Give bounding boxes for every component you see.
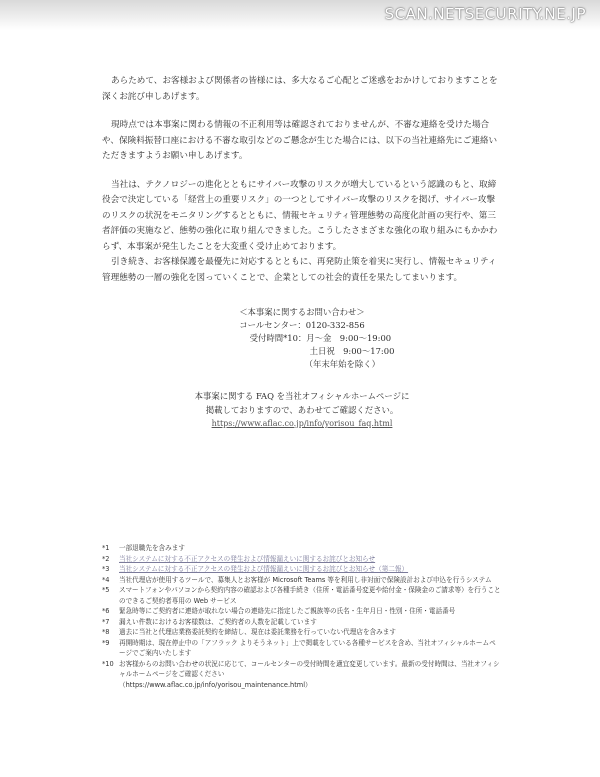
hours-weekend: 土日祝 9:00～17:00 [309,346,395,356]
faq-line-2: 掲載しておりますので、あわせてご確認ください。 [205,405,399,415]
footnote-link[interactable]: 当社システムに対する不正アクセスの発生および情報漏えいに関するお詫びとお知らせ（第二報） [119,565,409,573]
faq-url-link[interactable]: https://www.aflac.co.jp/info/yorisou_faq.html [211,419,393,428]
faq-line-1: 本事案に関する FAQ を当社オフィシャルホームページに [194,391,410,401]
commitment-paragraph: 引き続き、お客様保護を最優先に対応するとともに、再発防止策を着実に実行し、情報セキュリティ管理態勢の一層の強化を図っていくことで、企業としての社会的責任を果たしてまいります。 [102,257,497,283]
reception-hours [250,332,395,371]
hours-note: （年末年始を除く） [304,359,380,369]
footnote-item: *10 お客様からのお問い合わせの状況に応じて、コールセンターの受付時間を適宜変更しています。最新の受付時間は、当社オフィシャルホームページをご確認ください [102,659,500,678]
footnotes [102,543,502,690]
hours-weekday: 受付時間*10：月～金 9:00～19:00 [249,333,392,343]
footnote-link[interactable]: 当社システムに対する不正アクセスの発生および情報漏えいに関するお詫びとお知らせ [119,554,376,563]
footnote-item: *5 スマートフォンやパソコンから契約内容の確認および各種手続き（住所・電話番号変更や給付金・保険金のご請求等）を行うことのできるご契約者専用の Web サービス [102,586,501,605]
footnote-item [102,680,502,691]
faq-block [102,389,502,431]
footnote-item: *8 過去に当社と代理店業務委託契約を締結し、現在は委託業務を行っていない代理店を含みます [102,628,396,636]
contact-guidance-paragraph: 現時点では本事案に関わる情報の不正利用等は確認されておりませんが、不審な連絡を受けた場合や、保険料振替口座における不審な取引などのご懸念が生じた場合には、以下の当社連絡先にご連絡いただきますようお願い申しあげます。 [102,120,498,161]
security-efforts-paragraph: 当社は、テクノロジーの進化とともにサイバー攻撃のリスクが増大しているという認識のもと、取締役会で決定している「経営上の重要リスク」の一つとしてサイバー攻撃のリスクを掲げ、サイバー攻撃のリスクの状況をモニタリングするとともに、情報セキュリティ管理態勢の高度化計画の実行や、第三者評価の実施など、態勢の強化に取り組んできました。こうしたさまざまな強化の取り組みにもかかわらず、本事案が発生したことを大変重く受け止めております。 [102,179,498,252]
contact-block [102,306,502,371]
footnote-item: *4 当社代理店が使用するツールで、募集人とお客様が Microsoft Teams 等を利用し非対面で保険設計および申込を行うシステム [102,575,492,584]
footnote-item: *1 一部退職先を含みます [102,544,185,552]
apology-paragraph: あらためて、お客様および関係者の皆様には、多大なるご心配とご迷惑をおかけしておりますことを深くお詫び申しあげます。 [102,76,498,102]
site-watermark: SCAN.NETSECURITY.NE.JP [384,5,586,23]
document-page [102,74,502,431]
footnote-item: *7 漏えい件数におけるお客様数は、ご契約者の人数を記載しています [102,617,317,626]
footnote-item: *6 緊急時等にご契約者に連絡が取れない場合の連絡先に指定したご親族等の氏名・生年月日・性別・住所・電話番号 [102,607,456,615]
footnote-item: *3 当社システムに対する不正アクセスの発生および情報漏えいに関するお詫びとお知らせ（第二報） [102,564,502,575]
maintenance-url[interactable]: （https://www.aflac.co.jp/info/yorisou_maintenance.html） [119,680,312,689]
footnote-item: *9 再開時期は、現在停止中の「アフラック よりそうネット」上で掲載をしている各種サービスを含め、当社オフィシャルホームページでご案内いたします [102,638,496,657]
call-center-number: コールセンター：0120-332-856 [239,320,365,330]
footnote-item: *2 当社システムに対する不正アクセスの発生および情報漏えいに関するお詫びとお知らせ [102,554,502,565]
contact-heading: ＜本事案に関するお問い合わせ＞ [239,307,365,317]
